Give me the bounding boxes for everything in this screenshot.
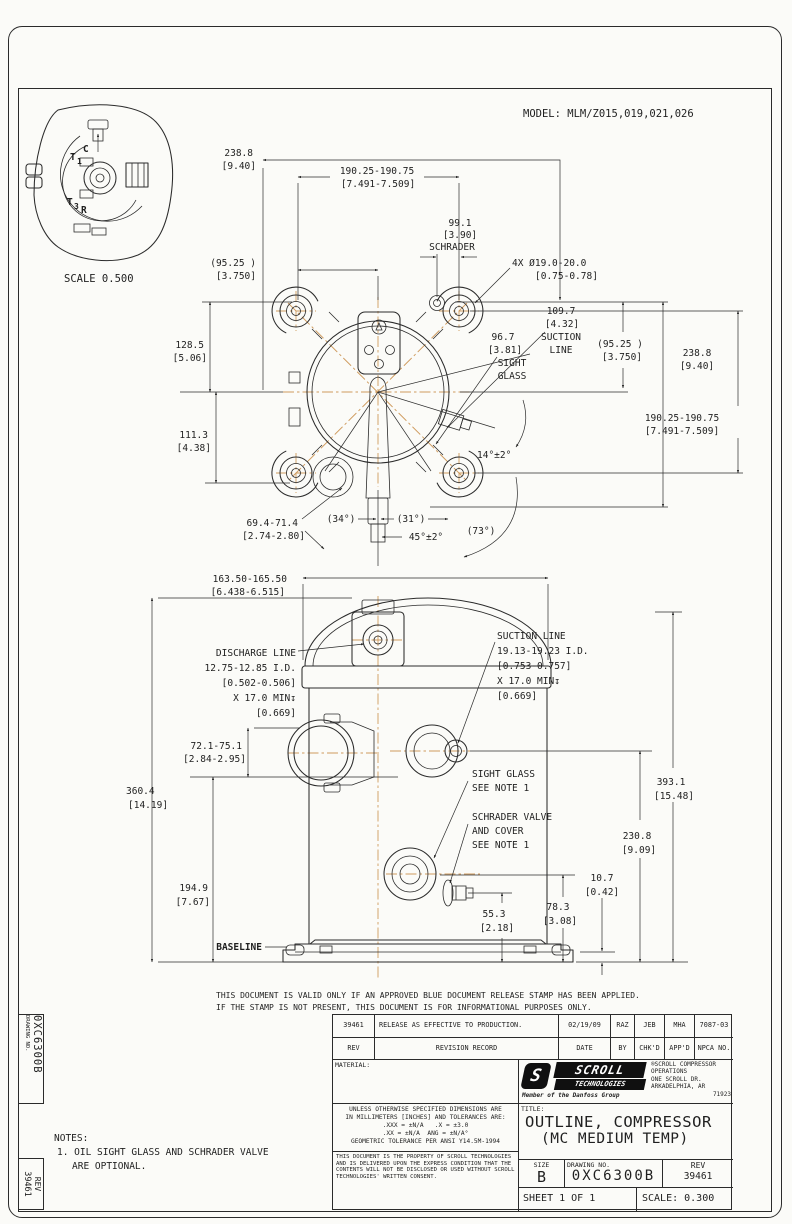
drawing-title-line1: OUTLINE, COMPRESSOR (525, 1113, 712, 1131)
dim-h238-mm: 238.8 (682, 348, 712, 359)
scroll-logo-mark: S (520, 1063, 552, 1089)
tolerance-l1: UNLESS OTHERWISE SPECIFIED DIMENSIONS ARE (349, 1106, 502, 1113)
dim-suction-l2: LINE (549, 345, 573, 356)
tolerance-l3: .XXX = ±N/A .X = ±3.0 (382, 1122, 469, 1129)
schrader-port-top (430, 296, 445, 311)
rev-entry-desc: RELEASE AS EFFECTIVE TO PRODUCTION. (375, 1015, 559, 1037)
dim-schrader-label: SCHRADER (429, 242, 475, 253)
scale-cell: SCALE: 0.300 (637, 1187, 733, 1211)
dim-ang14: 14°±2° (477, 450, 512, 461)
rev-entry-number: 39461 (333, 1015, 375, 1037)
oil-sight-glass-top (313, 457, 353, 497)
title-cell (519, 1103, 733, 1159)
model-label: MODEL: MLM/Z015,019,021,026 (523, 108, 694, 120)
dim-d128-mm: 128.5 (175, 340, 204, 351)
notes-line1: 1. OIL SIGHT GLASS AND SCHRADER VALVE (57, 1147, 269, 1158)
strip-rev-label: REV (33, 1176, 42, 1192)
terminal-detail-view (26, 105, 173, 285)
dim-ang34: (34°) (326, 514, 356, 525)
rev-header-desc: REVISION RECORD (375, 1037, 559, 1059)
size-label: SIZE (533, 1161, 550, 1169)
rev-header-by: BY (611, 1037, 635, 1059)
dim-d360-in: [14.19] (128, 800, 169, 811)
drawing-no-value: 0XC6300B (571, 1168, 656, 1184)
size-cell (519, 1159, 565, 1187)
strip-drawing-no-box (18, 1014, 44, 1104)
dim-w238-mm: 238.8 (224, 148, 253, 159)
dim-d230-mm: 230.8 (622, 831, 652, 842)
dim-half-v-in: [3.750] (601, 352, 643, 363)
sheet-cell: SHEET 1 OF 1 (519, 1187, 637, 1211)
detail-scale-label: SCALE 0.500 (64, 273, 134, 285)
top-view-dimensions (173, 148, 743, 557)
discharge-callout-l3: [0.502-0.506] (221, 678, 296, 689)
disclaimer-line1: THIS DOCUMENT IS VALID ONLY IF AN APPROVED BLUE DOCUMENT RELEASE STAMP HAS BEEN APPLIED. (216, 991, 640, 1000)
title-label: TITLE: (521, 1105, 545, 1113)
property-l4: TECHNOLOGIES' WRITTEN CONSENT. (336, 1173, 438, 1180)
drawing-no-label: DRAWING NO. (567, 1161, 611, 1169)
terminal-r-label: R (81, 205, 87, 216)
discharge-callout-l2: 12.75-12.85 I.D. (204, 663, 296, 674)
dim-topw-mm: 163.50-165.50 (212, 574, 287, 585)
dim-sight-in: [3.81] (487, 345, 523, 356)
scroll-logo-word1: SCROLL (553, 1062, 646, 1078)
company-l4: ARKADELPHIA, AR (651, 1083, 706, 1091)
company-cell (519, 1059, 733, 1103)
rev-entry-date: 02/19/09 (559, 1015, 611, 1037)
rev-cell (663, 1159, 733, 1187)
suction-callout-l2: 19.13-19.23 I.D. (497, 646, 589, 657)
dim-d111-in: [4.38] (176, 443, 211, 454)
terminal-c-label: C (83, 144, 89, 155)
tolerance-l5: GEOMETRIC TOLERANCE PER ANSI Y14.5M-1994 (350, 1138, 500, 1145)
dim-holes-l2: [0.75-0.78] (535, 271, 598, 282)
tolerance-cell (333, 1103, 519, 1151)
material-label: MATERIAL: (335, 1061, 371, 1069)
dim-d55-in: [2.18] (479, 923, 515, 934)
scroll-logo-word2: TECHNOLOGIES (554, 1079, 646, 1090)
dim-ang45: 45°±2° (408, 532, 444, 543)
dim-d72-mm: 72.1-75.1 (190, 741, 242, 752)
logo-tagline: Member of the Danfoss Group (522, 1092, 620, 1099)
strip-rev-box (18, 1158, 44, 1210)
dim-span-h-mm: 190.25-190.75 (339, 166, 415, 177)
dim-schrader-mm: 99.1 (448, 218, 472, 229)
dim-d69-in: [2.74-2.80] (242, 531, 305, 542)
company-l1: ®SCROLL COMPRESSOR (651, 1061, 717, 1068)
dim-span-v-in: [7.491-7.509] (644, 426, 720, 437)
company-l5: 71923 (712, 1090, 731, 1098)
rev-entry-npca: 7087-03 (699, 1021, 729, 1029)
dim-sight-mm: 96.7 (491, 332, 515, 343)
rev-header-rev: REV (333, 1037, 375, 1059)
sight-note-l2: SEE NOTE 1 (472, 783, 530, 794)
dim-d393-in: [15.48] (653, 791, 695, 802)
dim-d194-mm: 194.9 (179, 883, 208, 894)
schrader-note-l1: SCHRADER VALVE (472, 812, 553, 823)
terminal-t1-label: T (70, 152, 76, 163)
valve-fitting-top (438, 409, 472, 432)
suction-callout-l4: X 17.0 MIN↧ (497, 676, 560, 687)
dim-schrader-in: [3.90] (442, 230, 478, 241)
property-l3: CONTENTS WILL NOT BE DISCLOSED OR USED WITHOUT SCROLL (336, 1167, 515, 1174)
rev-entry-by: RAZ (611, 1015, 635, 1037)
suction-callout-l5: [0.669] (497, 691, 538, 702)
dim-h238-in: [9.40] (679, 361, 715, 372)
baseline-label: BASELINE (216, 942, 262, 953)
size-value: B (536, 1168, 547, 1186)
rev-entry-appd: MHA (665, 1015, 695, 1037)
dim-d78-mm: 78.3 (546, 902, 570, 913)
rev-header-chkd: CHK'D (635, 1037, 665, 1059)
schrader-note-l3: SEE NOTE 1 (472, 840, 530, 851)
notes-block (54, 1132, 269, 1174)
rev-entry-chkd: JEB (635, 1015, 665, 1037)
discharge-callout-l4: X 17.0 MIN↧ (233, 693, 296, 704)
front-view-dimensions (126, 574, 694, 975)
dim-d72-in: [2.84-2.95] (183, 754, 246, 765)
dim-d78-in: [3.08] (542, 916, 578, 927)
rev-header-appd: APP'D (665, 1037, 695, 1059)
strip-drawing-no-value: 0XC6300B (31, 1015, 43, 1074)
dim-sight-l2: GLASS (497, 371, 527, 382)
dim-sight-l1: SIGHT (497, 358, 527, 369)
dim-ang73: (73°) (466, 526, 496, 537)
dim-d194-in: [7.67] (175, 897, 210, 908)
dim-suction-l1: SUCTION (540, 332, 582, 343)
dim-holes-l1: 4X Ø19.0-20.0 (512, 258, 587, 269)
drawing-no-cell (565, 1159, 663, 1187)
dim-d55-mm: 55.3 (482, 909, 506, 920)
company-l2: OPERATIONS (651, 1068, 688, 1076)
dim-d111-mm: 111.3 (179, 430, 208, 441)
suction-callout-l3: [0.753-0.757] (497, 661, 572, 672)
dim-suction-in: [4.32] (544, 319, 580, 330)
dim-d10-mm: 10.7 (590, 873, 614, 884)
rev-header-date: DATE (559, 1037, 611, 1059)
dim-suction-mm: 109.7 (546, 306, 576, 317)
sight-note-l1: SIGHT GLASS (472, 769, 535, 780)
company-l3: ONE SCROLL DR. (651, 1075, 702, 1083)
discharge-callout-l1: DISCHARGE LINE (215, 648, 296, 659)
dim-d230-in: [9.09] (621, 845, 657, 856)
mounting-feet (283, 940, 573, 962)
dim-d128-in: [5.06] (172, 353, 207, 364)
rev-cell-label: REV (690, 1161, 706, 1170)
dim-span-h-in: [7.491-7.509] (340, 179, 416, 190)
schrader-note-l2: AND COVER (472, 826, 524, 837)
dim-half-v-mm: (95.25 ) (597, 339, 643, 350)
terminal-t3-sub: 3 (74, 202, 79, 211)
terminal-t3-label: T (67, 197, 73, 208)
dim-half-h-mm: (95.25 ) (210, 258, 256, 269)
tolerance-l4: .XX = ±N/A ANG = ±N/A° (382, 1130, 469, 1137)
dim-half-h-in: [3.750] (215, 271, 256, 282)
dim-d360-mm: 360.4 (126, 786, 155, 797)
terminal-t1-sub: 1 (77, 157, 82, 166)
rev-header-npca: NPCA NO. (695, 1037, 733, 1059)
suction-callout-l1: SUCTION LINE (497, 631, 566, 642)
front-view (126, 574, 694, 980)
title-block (332, 1014, 732, 1210)
strip-drawing-no-label: DRAWING NO. (24, 1015, 30, 1052)
material-cell (333, 1059, 519, 1103)
notes-line2: ARE OPTIONAL. (72, 1161, 147, 1172)
dim-d10-in: [0.42] (584, 887, 620, 898)
property-l2: AND IS DELIVERED UPON THE EXPRESS CONDITION THAT THE (336, 1160, 512, 1167)
tolerance-l2: IN MILLIMETERS [INCHES] AND TOLERANCES ARE: (345, 1114, 506, 1121)
disclaimer-line2: IF THE STAMP IS NOT PRESENT, THIS DOCUMENT IS FOR INFORMATIONAL PURPOSES ONLY. (216, 1003, 592, 1012)
dim-w238-in: [9.40] (221, 161, 256, 172)
property-l1: THIS DOCUMENT IS THE PROPERTY OF SCROLL TECHNOLOGIES (336, 1154, 512, 1160)
top-view (173, 148, 743, 566)
dim-ang31: (31°) (396, 514, 426, 525)
drawing-title-line2: (MC MEDIUM TEMP) (541, 1131, 689, 1147)
strip-rev-value: 39461 (22, 1171, 32, 1197)
notes-title: NOTES: (54, 1133, 89, 1144)
rev-cell-value: 39461 (683, 1171, 713, 1182)
dim-span-v-mm: 190.25-190.75 (644, 413, 720, 424)
property-cell (333, 1151, 519, 1211)
dim-d393-mm: 393.1 (656, 777, 686, 788)
dim-d69-mm: 69.4-71.4 (246, 518, 298, 529)
dim-topw-in: [6.438-6.515] (210, 587, 285, 598)
discharge-callout-l5: [0.669] (255, 708, 296, 719)
